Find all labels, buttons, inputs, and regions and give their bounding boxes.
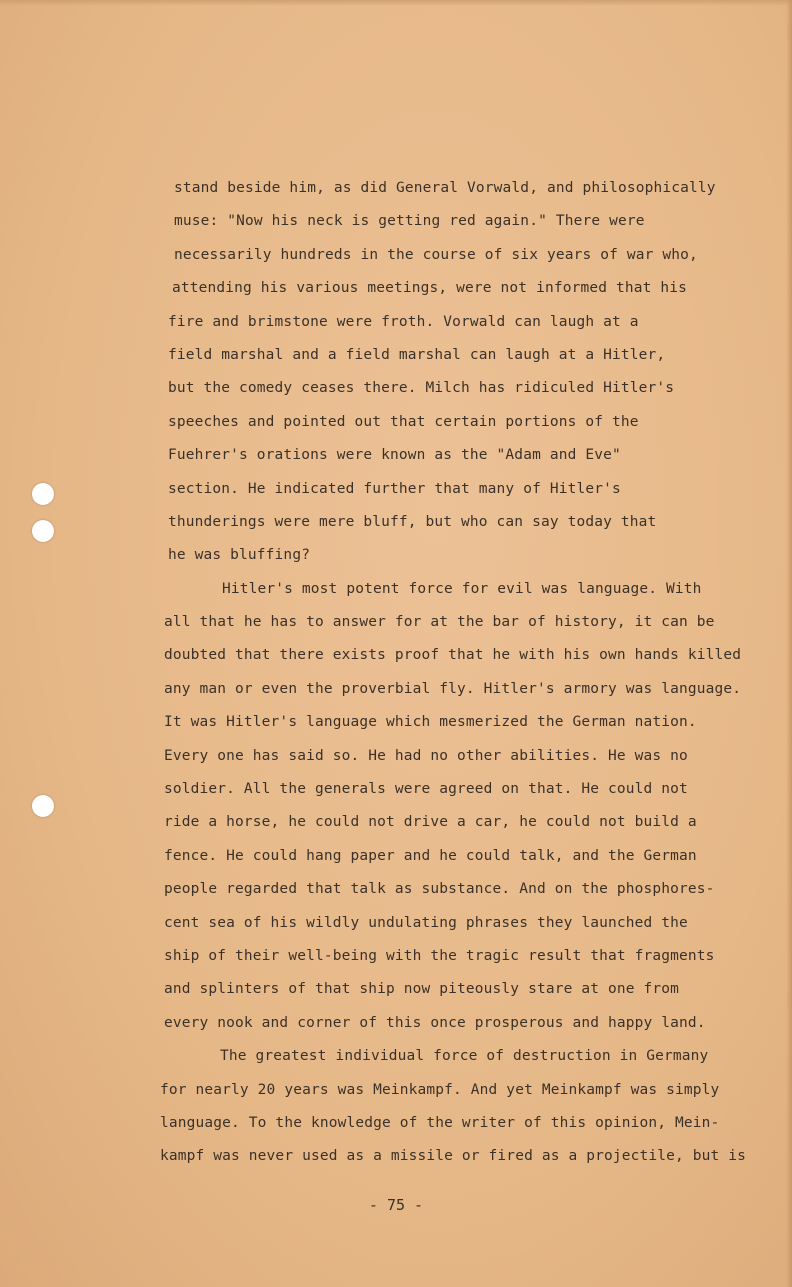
text-line: It was Hitler's language which mesmerized the German nation. [164,714,697,731]
text-line: fire and brimstone were froth. Vorwald can laugh at a [168,313,639,330]
text-line: language. To the knowledge of the writer of this opinion, Mein- [160,1114,720,1131]
text-line: but the comedy ceases there. Milch has ridiculed Hitler's [168,380,675,397]
text-line: cent sea of his wildly undulating phrases they launched the [164,914,688,931]
text-line: all that he has to answer for at the bar of history, it can be [164,614,715,631]
text-line: speeches and pointed out that certain portions of the [168,413,639,430]
text-line: kampf was never used as a missile or fired as a projectile, but is [160,1148,747,1165]
text-line: and splinters of that ship now piteously stare at one from [164,981,680,998]
page-edge-top [0,0,792,6]
text-line: Fuehrer's orations were known as the "Adam and Eve" [168,447,621,464]
text-line: for nearly 20 years was Meinkampf. And yet Meinkampf was simply [160,1081,720,1098]
text-line: ship of their well-being with the tragic result that fragments [164,947,715,964]
text-line: The greatest individual force of destruction in Germany [220,1048,709,1065]
text-line: Hitler's most potent force for evil was language. With [222,580,702,597]
text-line: Every one has said so. He had no other abilities. He was no [164,747,688,764]
text-line: thunderings were mere bluff, but who can say today that [168,513,657,530]
text-line: doubted that there exists proof that he with his own hands killed [164,647,742,664]
text-line: muse: "Now his neck is getting red again." There were [174,213,645,230]
text-line: every nook and corner of this once prosperous and happy land. [164,1014,706,1031]
text-line: attending his various meetings, were not informed that his [172,280,688,297]
typewritten-body [160,172,747,1174]
text-line: people regarded that talk as substance. And on the phosphores- [164,881,715,898]
punch-hole-top [32,483,54,505]
text-line: stand beside him, as did General Vorwald, and philosophically [174,180,716,196]
text-line: necessarily hundreds in the course of six years of war who, [174,246,698,263]
page-edge-right [786,0,792,1287]
text-line: he was bluffing? [168,547,311,564]
text-line: section. He indicated further that many of Hitler's [168,480,621,497]
text-line: ride a horse, he could not drive a car, he could not build a [164,814,697,831]
punch-hole-bottom [32,795,54,817]
text-line: fence. He could hang paper and he could talk, and the German [164,847,697,864]
text-line: field marshal and a field marshal can laugh at a Hitler, [168,346,666,363]
text-line: any man or even the proverbial fly. Hitler's armory was language. [164,680,742,697]
punch-hole-middle [32,520,54,542]
page-number: - 75 - [368,1196,424,1214]
text-line: soldier. All the generals were agreed on that. He could not [164,781,688,798]
